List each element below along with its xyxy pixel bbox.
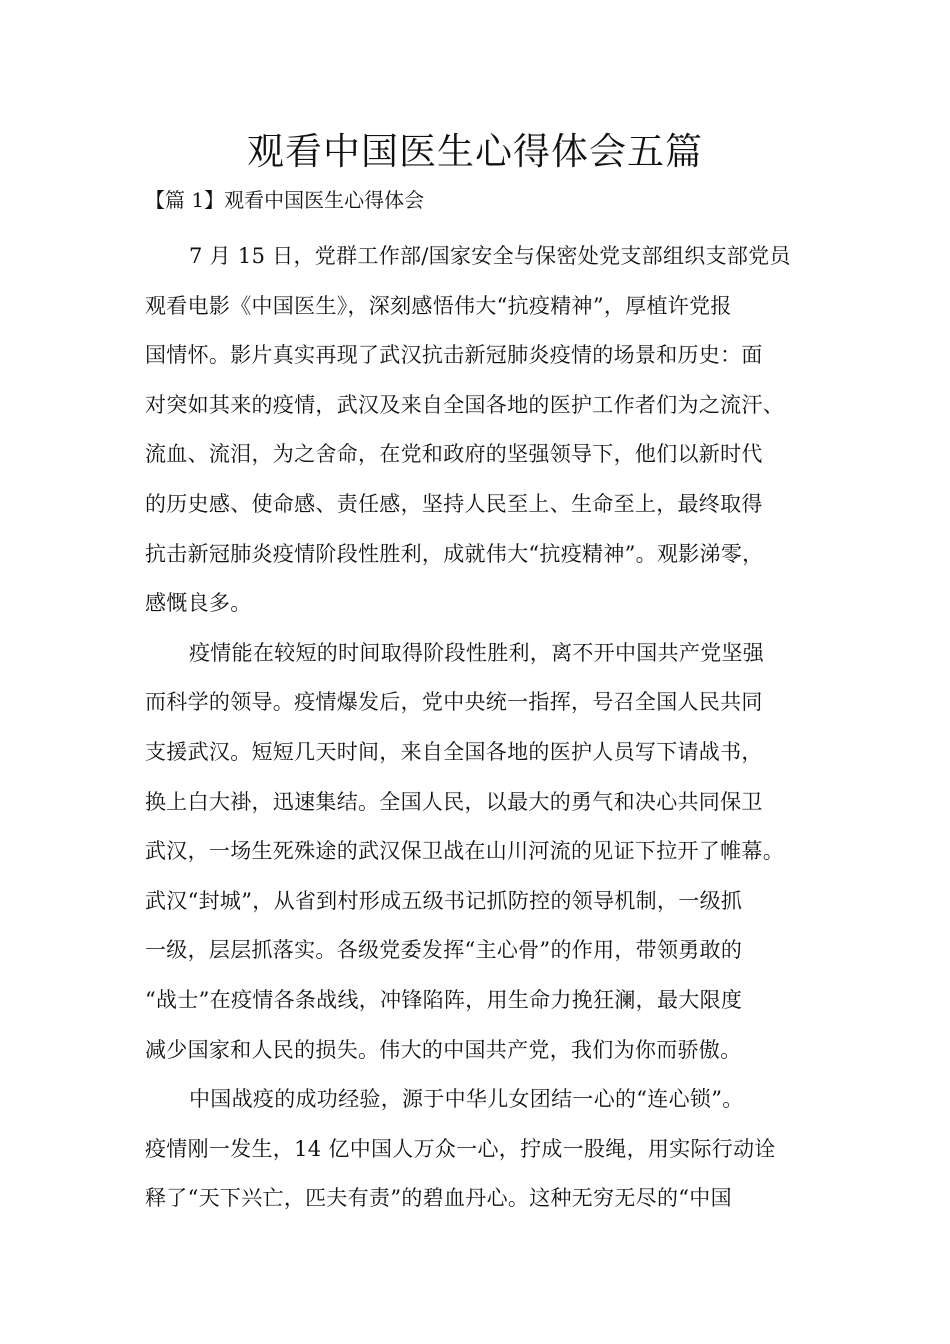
- paragraph-1-line-2: 观看电影《中国医生》，深刻感悟伟大“抗疫精神”，厚植许党报: [145, 293, 732, 318]
- paragraph-2-line-6: 武汉“封城”，从省到村形成五级书记抓防控的领导机制，一级抓: [145, 888, 743, 913]
- paragraph-1-line-7: 抗击新冠肺炎疫情阶段性胜利，成就伟大“抗疫精神”。观影涕零，: [145, 541, 764, 566]
- paragraph-1-line-6: 的历史感、使命感、责任感，坚持人民至上、生命至上，最终取得: [145, 491, 763, 516]
- paragraph-1-line-8: 感慨良多。: [145, 591, 252, 616]
- paragraph-1-line-5: 流血、流泪，为之舍命，在党和政府的坚强领导下，他们以新时代: [145, 442, 763, 467]
- paragraph-2-line-1: 疫情能在较短的时间取得阶段性胜利，离不开中国共产党坚强: [189, 640, 765, 665]
- paragraph-3-line-2: 疫情刚一发生，14 亿中国人万众一心，拧成一股绳，用实际行动诠: [145, 1136, 776, 1161]
- paragraph-3-line-1: 中国战疫的成功经验，源于中华儿女团结一心的“连心锁”。: [189, 1087, 744, 1112]
- paragraph-2-line-9: 减少国家和人民的损失。伟大的中国共产党，我们为你而骄傲。: [145, 1037, 742, 1062]
- paragraph-1-line-4: 对突如其来的疫情，武汉及来自全国各地的医护工作者们为之流汗、: [145, 392, 784, 417]
- paragraph-2-line-2: 而科学的领导。疫情爆发后，党中央统一指挥，号召全国人民共同: [145, 690, 763, 715]
- paragraph-2-line-3: 支援武汉。短短几天时间，来自全国各地的医护人员写下请战书，: [145, 739, 763, 764]
- paragraph-1-line-1: 7 月 15 日，党群工作部/国家安全与保密处党支部组织支部党员: [189, 244, 791, 268]
- document-title: 观看中国医生心得体会五篇: [247, 130, 703, 173]
- paragraph-3-line-3: 释了“天下兴亡，匹夫有责”的碧血丹心。这种无穷无尽的“中国: [145, 1186, 732, 1211]
- section-heading: 【篇 1】观看中国医生心得体会: [145, 188, 425, 212]
- paragraph-2-line-7: 一级，层层抓落实。各级党委发挥“主心骨”的作用，带领勇敢的: [145, 938, 743, 963]
- paragraph-2-line-4: 换上白大褂，迅速集结。全国人民，以最大的勇气和决心共同保卫: [145, 789, 763, 814]
- paragraph-2-line-8: “战士”在疫情各条战线，冲锋陷阵，用生命力挽狂澜，最大限度: [145, 987, 743, 1012]
- paragraph-1-line-3: 国情怀。影片真实再现了武汉抗击新冠肺炎疫情的场景和历史：面: [145, 343, 763, 368]
- paragraph-2-line-5: 武汉，一场生死殊途的武汉保卫战在山川河流的见证下拉开了帷幕。: [145, 839, 784, 864]
- document-body: [145, 232, 825, 1224]
